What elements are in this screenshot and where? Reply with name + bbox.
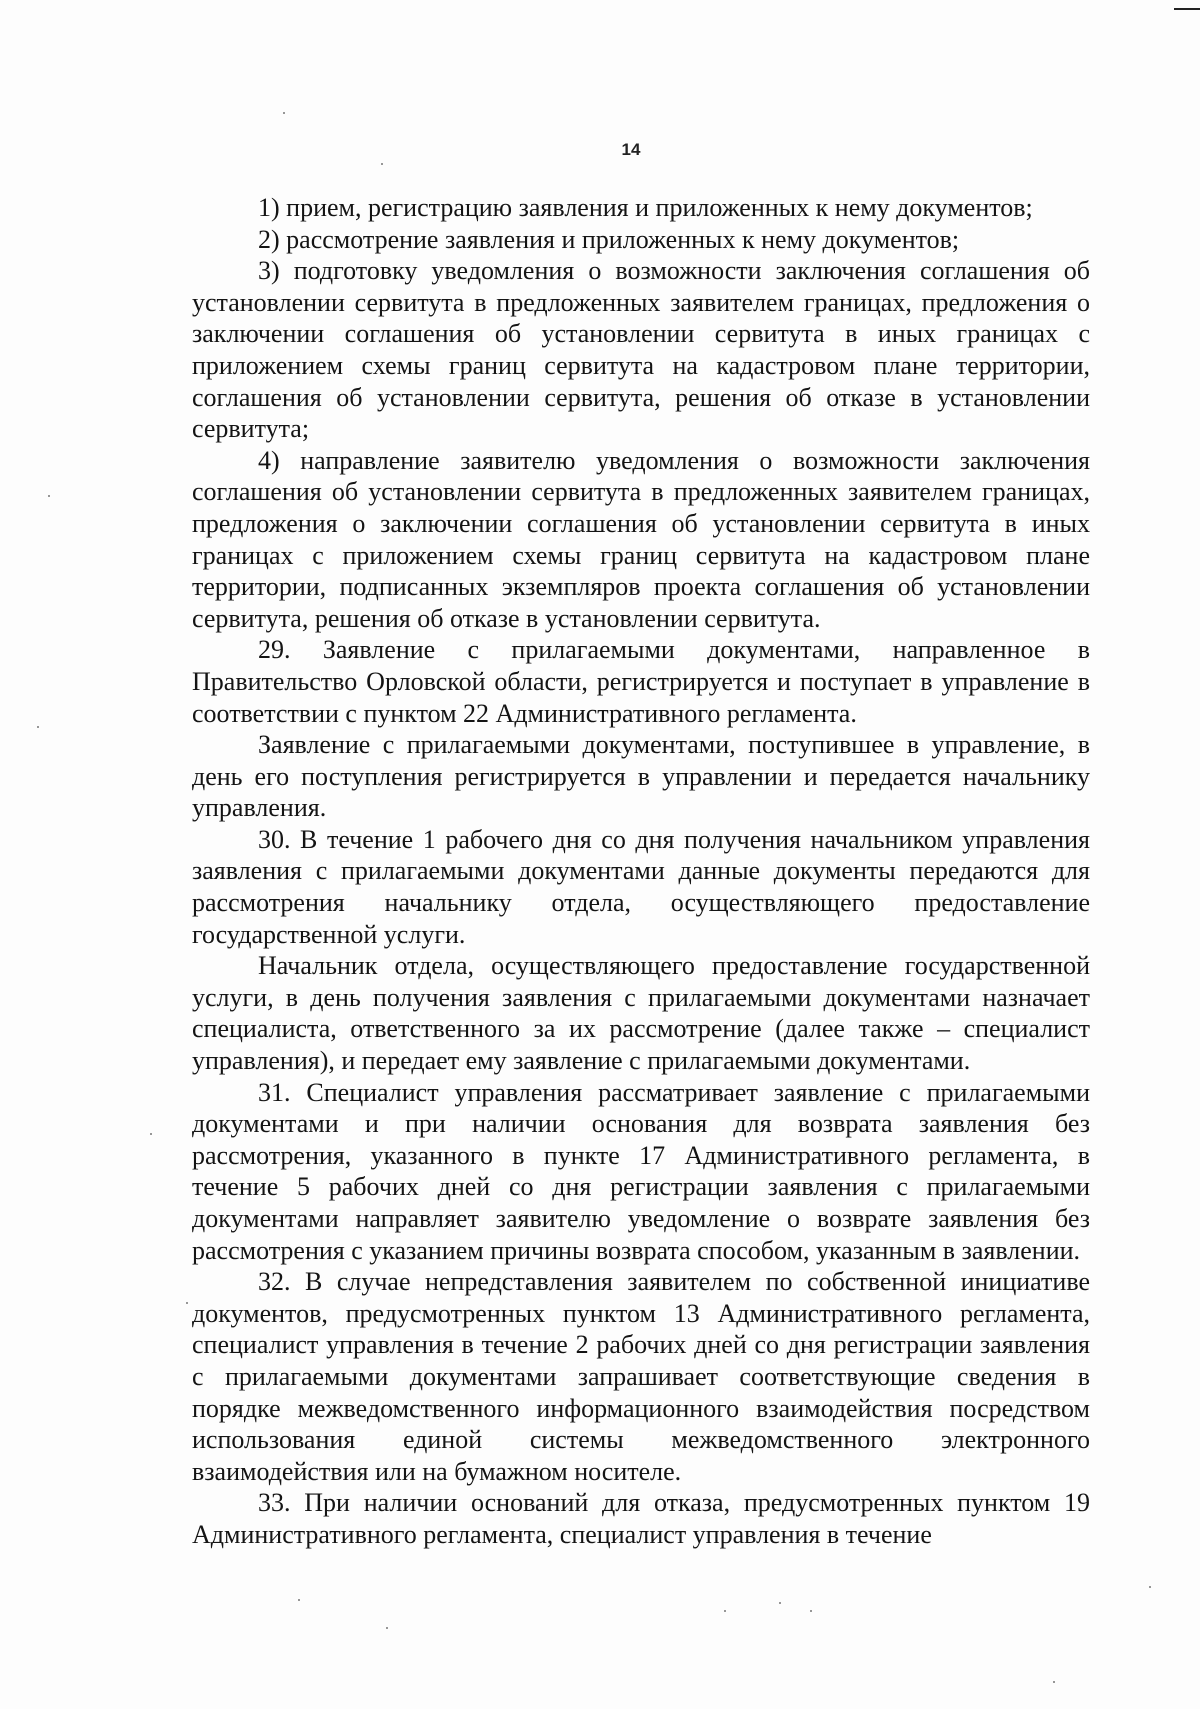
scan-speck <box>810 1610 812 1612</box>
scan-edge-mark <box>1174 8 1200 10</box>
document-body <box>192 192 1090 1551</box>
scan-speck <box>298 1599 300 1601</box>
clause-29-continuation: Заявление с прилагаемыми документами, поступившее в управление, в день его поступления регистрируется в управлении и передается начальнику управления. <box>192 730 1090 823</box>
scan-speck <box>1053 1681 1055 1683</box>
clause-29: 29. Заявление с прилагаемыми документами, направленное в Правительство Орловской области, регистрируется и поступает в управление в соответствии с пунктом 22 Административного регламента. <box>192 635 1090 728</box>
clause-31: 31. Специалист управления рассматривает заявление с прилагаемыми документами и при наличии основания для возврата заявления без рассмотрения, указанного в пункте 17 Административного регламента, в течение 5 рабочих дней со дня регистрации заявления с прилагаемыми документами направляет заявителю уведомление о возврате заявления без рассмотрения с указанием причины возврата способом, указанным в заявлении. <box>192 1077 1090 1265</box>
clause-32: 32. В случае непредставления заявителем по собственной инициативе документов, предусмотренных пунктом 13 Административного регламента, специалист управления в течение 2 рабочих дней со дня регистрации заявления с прилагаемыми документами запрашивает соответствующие сведения в порядке межведомственного информационного взаимодействия посредством использования единой системы межведомственного электронного взаимодействия или на бумажном носителе. <box>192 1267 1090 1486</box>
scan-speck <box>381 163 383 165</box>
scan-speck <box>1149 1586 1151 1588</box>
list-item-2: 2) рассмотрение заявления и приложенных к нему документов; <box>258 224 960 254</box>
clause-30-continuation: Начальник отдела, осуществляющего предоставление государственной услуги, в день получения заявления с прилагаемыми документами назначает специалиста, ответственного за их рассмотрение (далее также – специалист управления), и передает ему заявление с прилагаемыми документами. <box>192 951 1090 1076</box>
scan-speck <box>724 1610 726 1612</box>
scan-speck <box>37 726 39 728</box>
page-number: 14 <box>621 140 641 159</box>
scan-speck <box>779 1602 781 1604</box>
scan-speck <box>386 1627 388 1629</box>
scan-speck <box>186 1302 188 1304</box>
clause-30: 30. В течение 1 рабочего дня со дня получения начальником управления заявления с прилагаемыми документами данные документы передаются для рассмотрения начальнику отдела, осуществляющего предоставление государственной услуги. <box>192 824 1090 949</box>
scan-speck <box>150 1133 152 1135</box>
list-item-3: 3) подготовку уведомления о возможности заключения соглашения об установлении сервитута в предложенных заявителем границах, предложения о заключении соглашения об установлении сервитута в иных границах с приложением схемы границ сервитута на кадастровом плане территории, соглашения об установлении сервитута, решения об отказе в установлении сервитута; <box>192 256 1090 444</box>
scan-speck <box>283 112 285 114</box>
clause-33: 33. При наличии оснований для отказа, предусмотренных пунктом 19 Административного регламента, специалист управления в течение <box>192 1488 1090 1549</box>
scan-speck <box>48 495 50 497</box>
list-item-1: 1) прием, регистрацию заявления и приложенных к нему документов; <box>258 193 1033 222</box>
list-item-4: 4) направление заявителю уведомления о возможности заключения соглашения об установлении сервитута в предложенных заявителем границах, предложения о заключении соглашения об установлении сервитута в иных границах с приложением схемы границ сервитута на кадастровом плане территории, подписанных экземпляров проекта соглашения об установлении сервитута, решения об отказе в установлении сервитута. <box>192 445 1090 633</box>
